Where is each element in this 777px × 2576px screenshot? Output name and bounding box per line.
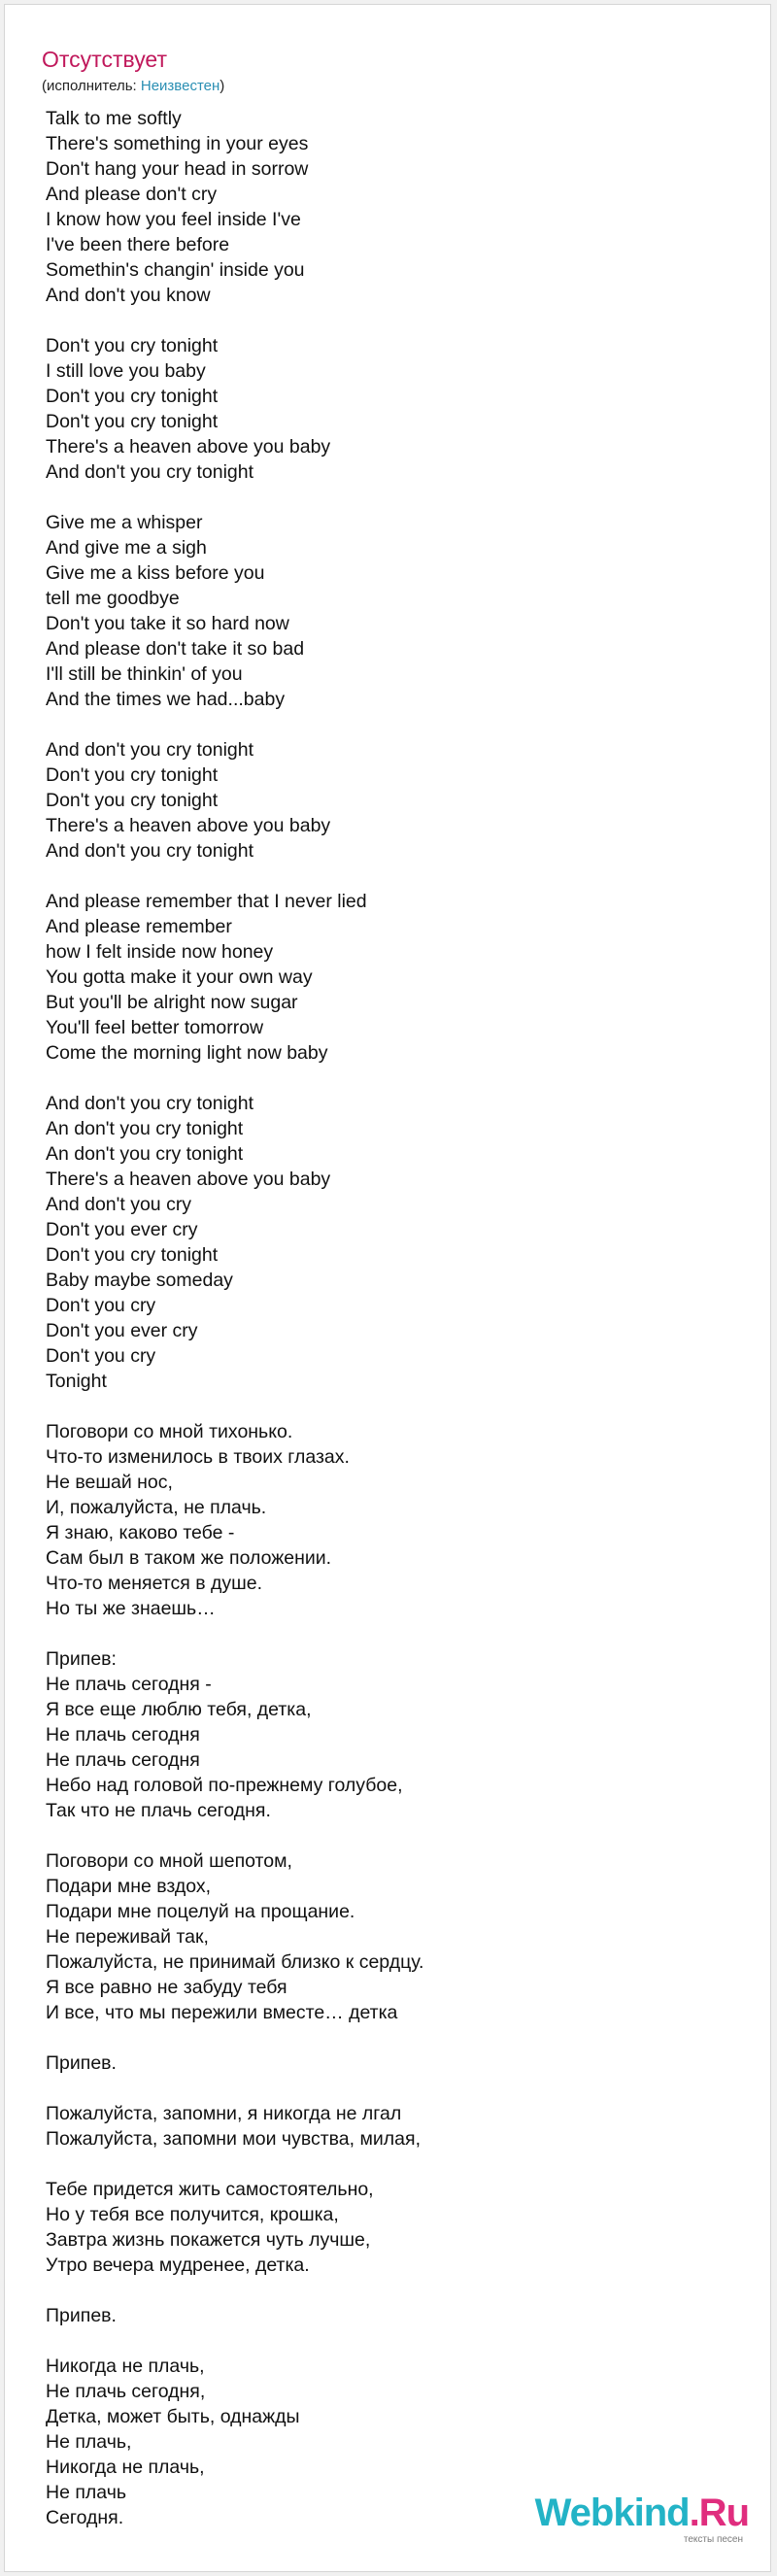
lyric-line: But you'll be alright now sugar [46,992,298,1013]
lyric-line: И, пожалуйста, не плачь. [46,1497,267,1518]
lyric-line: Я все еще люблю тебя, детка, [46,1699,312,1720]
lyric-line: Не переживай так, [46,1926,209,1948]
lyric-line: Don't you cry tonight [46,411,219,432]
lyric-line: Припев. [46,2052,117,2074]
lyric-line: There's a heaven above you baby [46,815,331,836]
lyric-line: Завтра жизнь покажется чуть лучше, [46,2229,371,2251]
lyric-line: Подари мне поцелуй на прощание. [46,1901,355,1922]
stanza-break [46,712,745,737]
stanza-break [46,1066,745,1091]
stanza-break [46,308,745,333]
lyric-line: You'll feel better tomorrow [46,1017,264,1038]
stanza-break [46,1621,745,1646]
lyric-line: An don't you cry tonight [46,1118,244,1139]
lyric-line: Припев: [46,1648,117,1670]
stanza-break [46,1394,745,1419]
logo-tagline: тексты песен [683,2534,743,2545]
logo-domain: .Ru [689,2491,749,2534]
lyric-line: how I felt inside now honey [46,941,274,963]
lyric-line: And don't you know [46,285,211,306]
lyric-line: Don't you cry [46,1345,156,1367]
lyric-line: I've been there before [46,234,230,255]
lyric-line: Не плачь сегодня [46,1749,200,1771]
lyric-line: An don't you cry tonight [46,1143,244,1165]
stanza-break [46,2152,745,2177]
lyric-line: Поговори со мной тихонько. [46,1421,293,1442]
stanza-break [46,2278,745,2303]
lyric-line: And please don't cry [46,184,218,205]
lyric-line: And don't you cry tonight [46,840,254,862]
lyric-line: Сам был в таком же положении. [46,1547,332,1569]
lyric-line: And don't you cry tonight [46,1093,254,1114]
lyric-line: I know how you feel inside I've [46,209,301,230]
lyric-line: Talk to me softly [46,108,182,129]
lyric-line: Не плачь сегодня, [46,2381,206,2402]
lyric-line: Что-то меняется в душе. [46,1573,263,1594]
lyric-line: Don't you cry tonight [46,386,219,407]
lyric-line: Сегодня. [46,2507,124,2528]
lyric-line: And don't you cry [46,1194,192,1215]
lyric-line: Don't you cry tonight [46,1244,219,1266]
lyric-line: And give me a sigh [46,537,207,559]
lyric-line: There's a heaven above you baby [46,436,331,458]
stanza-break [46,864,745,889]
lyric-line: Небо над головой по-прежнему голубое, [46,1775,403,1796]
lyric-line: Подари мне вздох, [46,1876,212,1897]
lyric-line: There's something in your eyes [46,133,309,154]
lyric-line: Don't hang your head in sorrow [46,158,309,180]
lyric-line: Don't you ever cry [46,1219,198,1240]
lyric-line: Give me a kiss before you [46,562,265,584]
lyric-line: Никогда не плачь, [46,2457,205,2478]
stanza-break [46,2025,745,2051]
lyric-line: Припев. [46,2305,117,2326]
lyric-line: And don't you cry tonight [46,739,254,761]
lyric-line: И все, что мы пережили вместе… детка [46,2002,398,2023]
lyric-line: Но ты же знаешь… [46,1598,216,1619]
site-logo[interactable] [535,2493,749,2546]
lyric-line: And don't you cry tonight [46,461,254,483]
lyric-line: Come the morning light now baby [46,1042,328,1064]
lyric-line: Не плачь, [46,2431,132,2453]
lyric-line: Не плачь сегодня [46,1724,200,1746]
lyric-line: Я знаю, каково тебе - [46,1522,235,1543]
lyric-line: Don't you cry tonight [46,790,219,811]
stanza-break [46,485,745,510]
lyric-line: Baby maybe someday [46,1270,233,1291]
lyric-line: And please remember that I never lied [46,891,367,912]
lyric-line: I still love you baby [46,360,206,382]
lyric-line: Никогда не плачь, [46,2356,205,2377]
lyric-line: Не вешай нос, [46,1472,173,1493]
lyric-line: Tonight [46,1371,107,1392]
logo-name: Webkind [534,2491,690,2534]
artist-prefix: (исполнитель: [42,78,141,94]
lyric-line: And the times we had...baby [46,689,286,710]
lyric-line: Give me a whisper [46,512,203,533]
lyric-line: Но у тебя все получится, крошка, [46,2204,339,2225]
lyric-line: Don't you cry [46,1295,156,1316]
lyric-line: You gotta make it your own way [46,966,313,988]
lyric-line: Don't you ever cry [46,1320,198,1341]
lyric-line: I'll still be thinkin' of you [46,663,243,685]
lyric-line: Я все равно не забуду тебя [46,1977,287,1998]
lyric-line: Детка, может быть, однажды [46,2406,300,2427]
stanza-break [46,1823,745,1848]
artist-meta [42,77,224,96]
stanza-break [46,2076,745,2101]
stanza-break [46,2328,745,2354]
artist-link[interactable]: Неизвестен [140,78,220,94]
lyrics-card [4,4,771,2572]
lyric-line: And please don't take it so bad [46,638,305,660]
lyric-line: There's a heaven above you baby [46,1169,331,1190]
lyric-line: Что-то изменилось в твоих глазах. [46,1446,350,1468]
lyrics-text [46,106,745,2530]
song-title: Отсутствует [42,47,167,72]
artist-suffix: ) [220,78,225,94]
lyric-line: Утро вечера мудренее, детка. [46,2254,310,2276]
lyric-line: Somethin's changin' inside you [46,259,305,281]
lyric-line: And please remember [46,916,232,937]
lyric-line: Пожалуйста, не принимай близко к сердцу. [46,1951,424,1973]
lyric-line: Поговори со мной шепотом, [46,1850,292,1872]
lyric-line: Тебе придется жить самостоятельно, [46,2179,374,2200]
lyric-line: Don't you cry tonight [46,764,219,786]
lyric-line: Пожалуйста, запомни мои чувства, милая, [46,2128,421,2150]
lyric-line: Пожалуйста, запомни, я никогда не лгал [46,2103,402,2124]
lyric-line: Не плачь [46,2482,127,2503]
lyric-line: Don't you cry tonight [46,335,219,356]
lyric-line: tell me goodbye [46,588,180,609]
lyric-line: Так что не плачь сегодня. [46,1800,271,1821]
song-header [42,46,224,96]
lyric-line: Don't you take it so hard now [46,613,289,634]
lyric-line: Не плачь сегодня - [46,1674,212,1695]
logo-wordmark [535,2493,749,2532]
